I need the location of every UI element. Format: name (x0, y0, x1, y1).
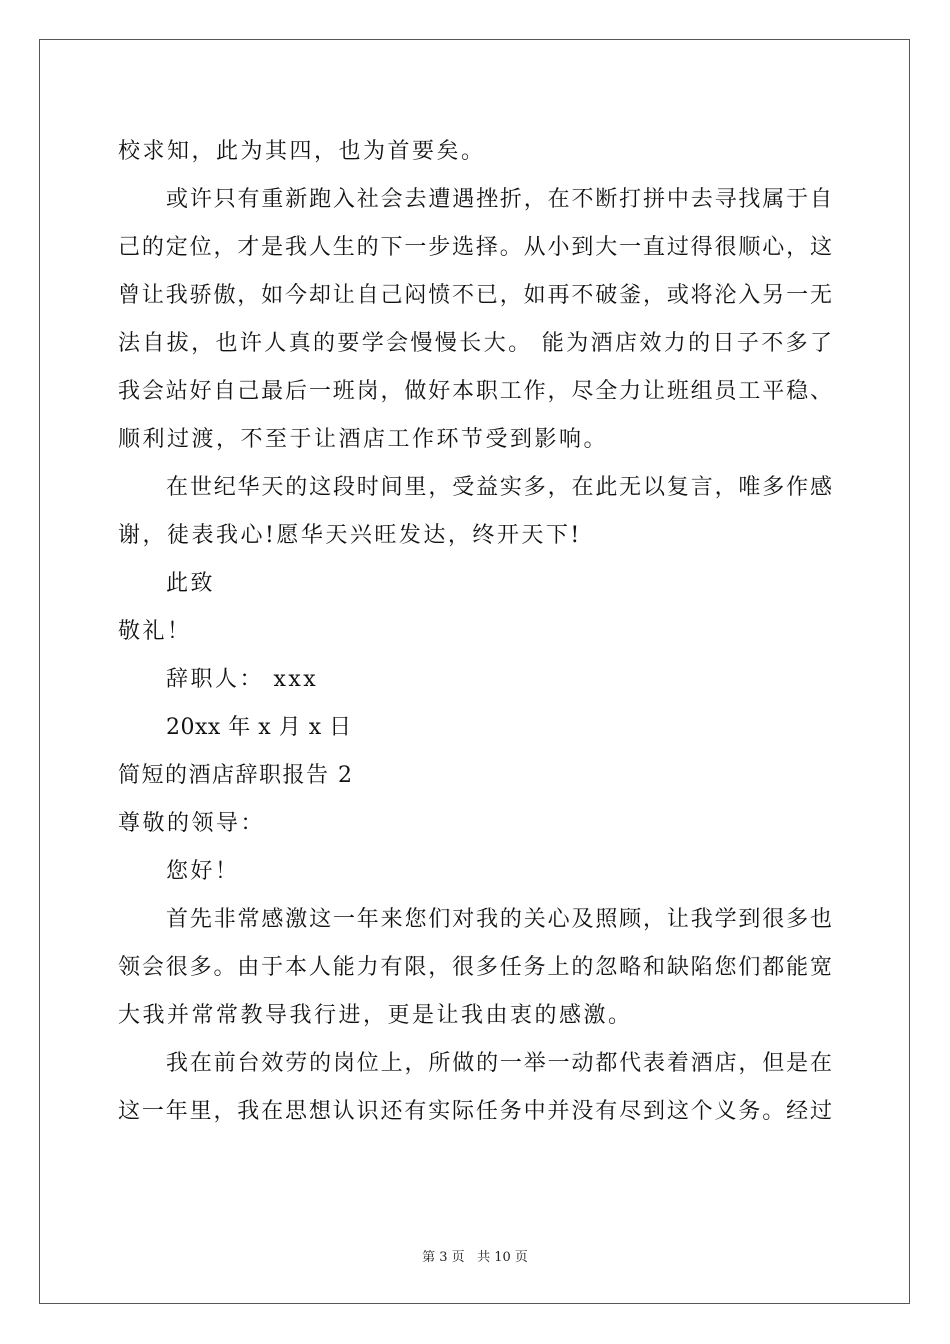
paragraph-first-line: 或许只有重新跑入社会去遭遇挫折，在不断打拼中去寻找属于自 (166, 187, 832, 212)
text-line: 己的定位，才是我人生的下一步选择。从小到大一直过得很顺心，这 (118, 235, 832, 260)
closing-regards: 敬礼！ (118, 619, 192, 644)
text-line: 顺利过渡，不至于让酒店工作环节受到影响。 (118, 427, 609, 452)
section-title: 简短的酒店辞职报告 2 (118, 763, 354, 788)
text-line: 曾让我骄傲，如今却让自己闷愤不已，如再不破釜，或将沦入另一无 (118, 283, 832, 308)
date-line: 20xx 年 x 月 x 日 (166, 715, 352, 740)
paragraph-first-line: 在世纪华天的这段时间里，受益实多，在此无以复言，唯多作感 (166, 475, 832, 500)
text-line: 领会很多。由于本人能力有限，很多任务上的忽略和缺陷您们都能宽 (118, 955, 832, 980)
text-line: 大我并常常教导我行进，更是让我由衷的感激。 (118, 1003, 633, 1028)
page-total: 共 10 页 (477, 1250, 528, 1265)
page-number: 第 3 页 (422, 1250, 465, 1265)
signature-line: 辞职人： xxx (166, 667, 319, 692)
closing-salutation: 此致 (166, 571, 216, 596)
page-footer (0, 1246, 950, 1265)
text-line: 我会站好自己最后一班岗，做好本职工作，尽全力让班组员工平稳、 (118, 379, 832, 404)
paragraph-first-line: 我在前台效劳的岗位上，所做的一举一动都代表着酒店，但是在 (166, 1051, 832, 1076)
text-line: 谢，徒表我心!愿华天兴旺发达，终开天下! (118, 523, 582, 548)
text-line: 这一年里，我在思想认识还有实际任务中并没有尽到这个义务。经过 (118, 1099, 832, 1124)
text-line: 法自拔，也许人真的要学会慢慢长大。 能为酒店效力的日子不多了 (118, 331, 832, 356)
greeting: 您好！ (166, 859, 240, 884)
greeting-recipient: 尊敬的领导： (118, 811, 266, 836)
text-line: 校求知，此为其四，也为首要矣。 (118, 139, 486, 164)
paragraph-first-line: 首先非常感激这一年来您们对我的关心及照顾，让我学到很多也 (166, 907, 832, 932)
